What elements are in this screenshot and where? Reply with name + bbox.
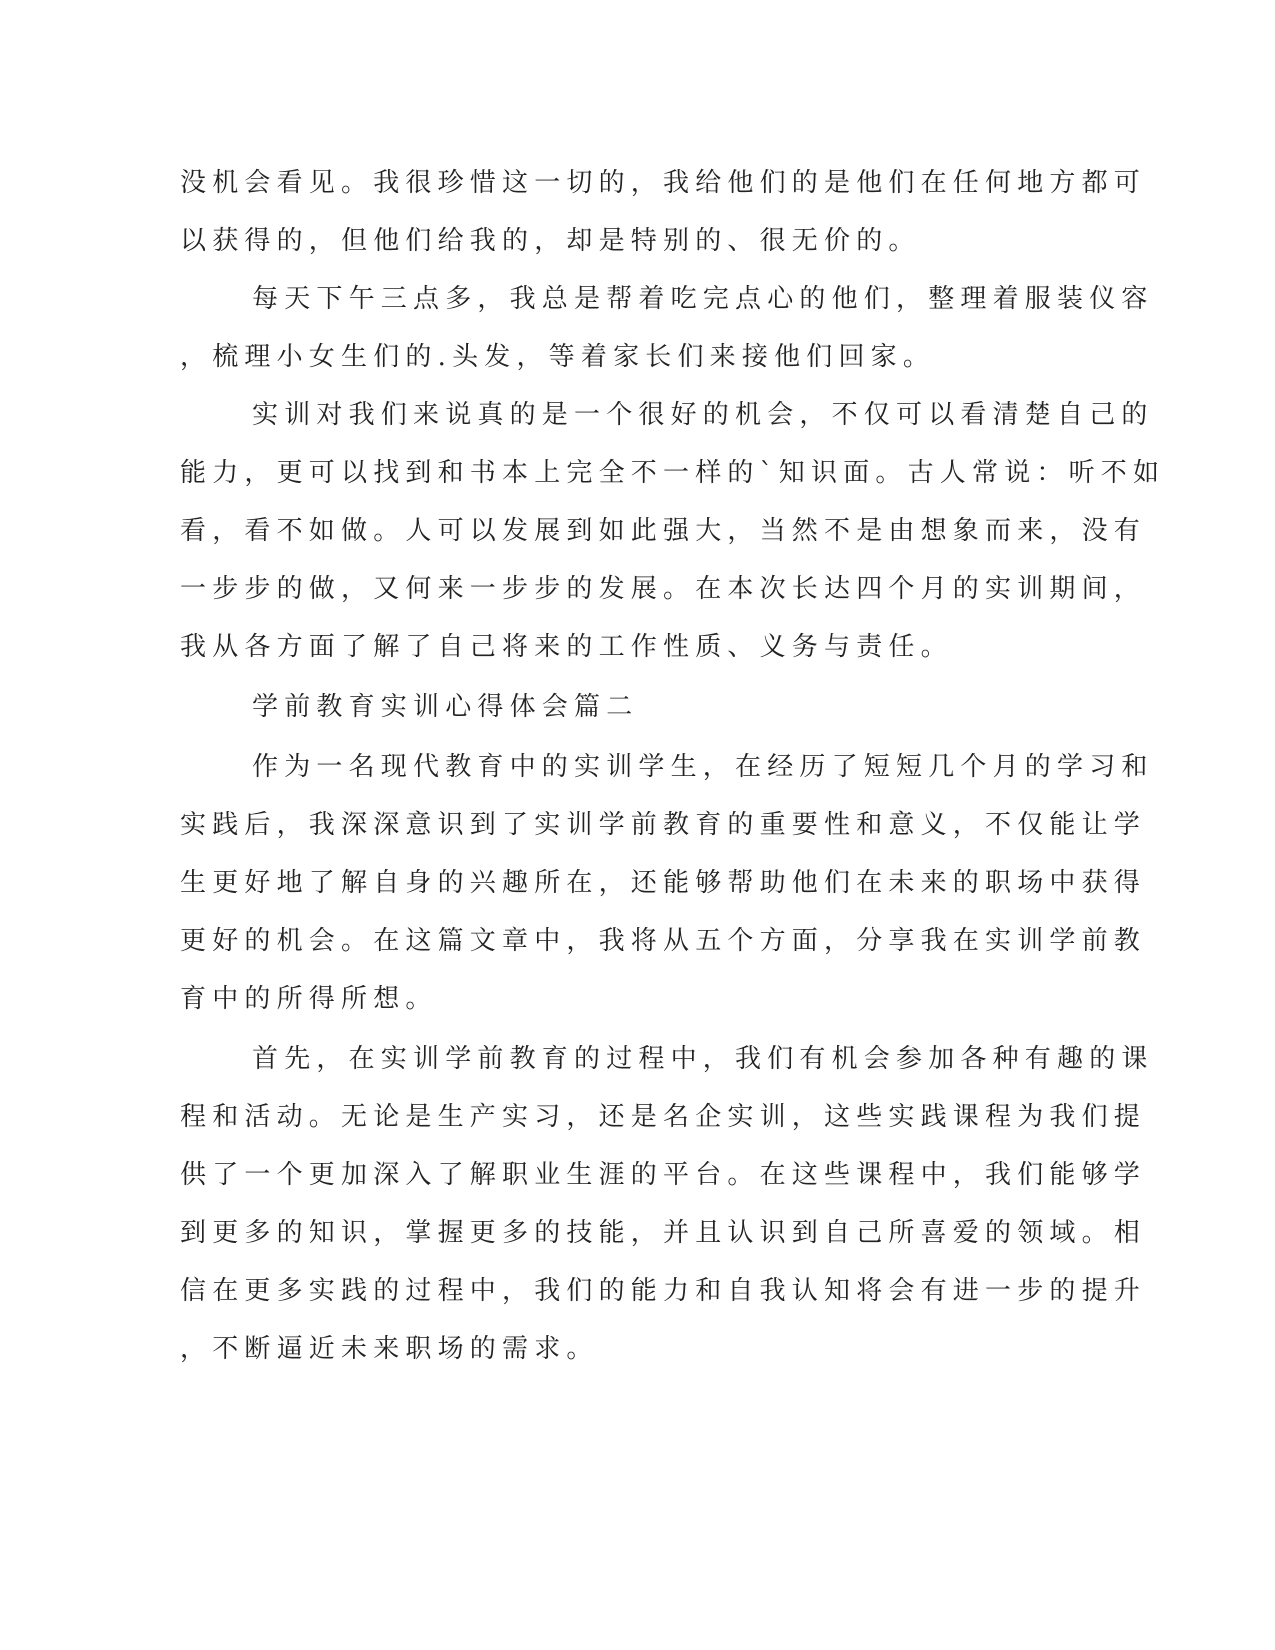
paragraph-first-line: 每天下午三点多，我总是帮着吃完点心的他们，整理着服装仪容 (252, 284, 1154, 314)
text-line: 到更多的知识，掌握更多的技能，并且认识到自己所喜爱的领域。相 (180, 1218, 1147, 1248)
text-line: 信在更多实践的过程中，我们的能力和自我认知将会有进一步的提升 (180, 1276, 1147, 1306)
text-line: ，梳理小女生们的.头发，等着家长们来接他们回家。 (180, 342, 936, 372)
text-line: 供了一个更加深入了解职业生涯的平台。在这些课程中，我们能够学 (180, 1160, 1147, 1190)
paragraph-first-line: 作为一名现代教育中的实训学生，在经历了短短几个月的学习和 (252, 752, 1154, 782)
text-line: 程和活动。无论是生产实习，还是名企实训，这些实践课程为我们提 (180, 1102, 1147, 1132)
text-line: 实践后，我深深意识到了实训学前教育的重要性和意义，不仅能让学 (180, 810, 1147, 840)
text-line: ，不断逼近未来职场的需求。 (180, 1334, 599, 1364)
paragraph-first-line: 首先，在实训学前教育的过程中，我们有机会参加各种有趣的课 (252, 1044, 1154, 1074)
text-line: 看，看不如做。人可以发展到如此强大，当然不是由想象而来，没有 (180, 516, 1147, 546)
section-heading: 学前教育实训心得体会篇二 (252, 692, 639, 722)
text-line: 一步步的做，又何来一步步的发展。在本次长达四个月的实训期间， (180, 574, 1147, 604)
text-line: 能力，更可以找到和书本上完全不一样的`知识面。古人常说：听不如 (180, 458, 1166, 488)
paragraph-first-line: 实训对我们来说真的是一个很好的机会，不仅可以看清楚自己的 (252, 400, 1154, 430)
text-line: 我从各方面了解了自己将来的工作性质、义务与责任。 (180, 632, 953, 662)
text-line: 以获得的，但他们给我的，却是特别的、很无价的。 (180, 226, 921, 256)
text-line: 没机会看见。我很珍惜这一切的，我给他们的是他们在任何地方都可 (180, 168, 1147, 198)
text-line: 生更好地了解自身的兴趣所在，还能够帮助他们在未来的职场中获得 (180, 868, 1147, 898)
text-line: 育中的所得所想。 (180, 984, 438, 1014)
text-line: 更好的机会。在这篇文章中，我将从五个方面，分享我在实训学前教 (180, 926, 1147, 956)
